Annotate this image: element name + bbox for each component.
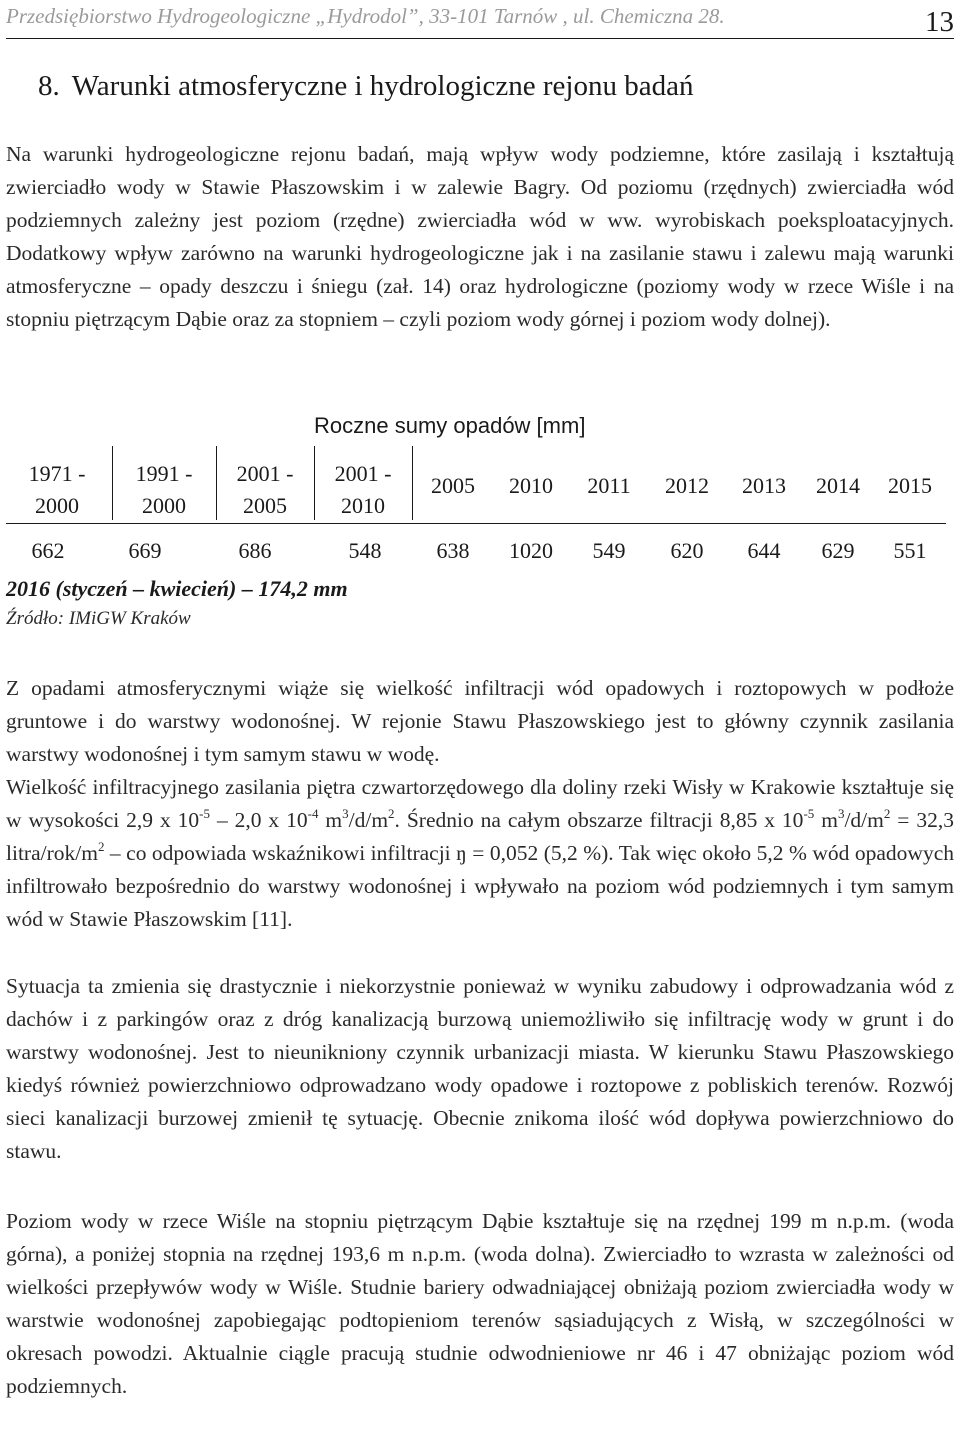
river-paragraph: Poziom wody w rzece Wiśle na stopniu piętrzącym Dąbie kształtuje się na rzędnej 199 m n.p.m. (woda górna), a poniżej stopnia na rzędnej 193,6 m n.p.m. (woda dolna). Zwierciadło to wzrasta w zależności od wielkości przepływów wody w Wiśle. Studnie bariery odwadniającej obniżają poziom zwierciadła wody w warstwie wodonośnej zapobiegając podtopieniom terenów sąsiadujących z Wisłą, w szczególności w okresach powodzi. Aktualnie ciągle pracują studnie odwodnieniowe nr 46 i 47 obniżając poziom wód podziemnych. <box>6 1209 954 1398</box>
column-header: 2010 <box>509 473 553 498</box>
table-cell: 644 <box>747 538 781 563</box>
text-run: /d/m <box>844 808 884 832</box>
column-header: 2001 - 2005 <box>236 461 294 518</box>
exponent: -5 <box>199 806 211 821</box>
table-cell: 551 <box>893 538 927 563</box>
text-run: Wielkość infiltracyjnego zasilania piętra czwartorzędowego dla doliny rzeki Wisły w Krakowie kształtuje się w wysokości 2,9 x 10 <box>6 775 954 832</box>
table-cell: 669 <box>128 538 162 563</box>
exponent: 2 <box>883 806 891 821</box>
column-divider <box>216 446 217 520</box>
header-divider <box>6 38 954 39</box>
section-heading <box>38 70 693 103</box>
data-source: Źródło: IMiGW Kraków <box>6 608 191 629</box>
table-cell: 1020 <box>509 538 553 563</box>
column-header: 2011 <box>587 473 631 498</box>
section-title: Warunki atmosferyczne i hydrologiczne rejonu badań <box>71 70 694 102</box>
infiltration-paragraph-3: Sytuacja ta zmienia się drastycznie i niekorzystnie ponieważ w wyniku zabudowy i odprowadzania wód z dachów i z parkingów oraz z dróg kanalizacją burzową uniemożliwiło się infiltrację wody w grunt i do warstwy wodonośnej. Jest to nieuniknionу czynnik urbanizacji miasta. W kierunku Stawu Płaszowskiego kiedyś również powierzchniowo odprowadzano wody opadowe i roztopowe z pobliskich terenów. Rozwój sieci kanalizacji burzowej zmienił tę sytuację. Obecnie znikoma ilość wód dopływa powierzchniowo do stawu. <box>6 974 954 1163</box>
rainfall-2016-note: 2016 (styczeń – kwiecień) – 174,2 mm <box>6 576 348 601</box>
text-run: = 32,3 litra/rok/m <box>6 808 954 865</box>
rainfall-table-title: Roczne sumy opadów [mm] <box>314 413 586 438</box>
column-header: 2005 <box>431 473 475 498</box>
table-cell: 620 <box>670 538 704 563</box>
column-header: 2012 <box>665 473 709 498</box>
table-cell: 686 <box>238 538 272 563</box>
table-divider <box>6 523 946 524</box>
text-run: /d/m <box>348 808 389 832</box>
infiltration-paragraph-1: Z opadami atmosferycznymi wiąże się wielkość infiltracji wód opadowych i roztopowych w podłoże gruntowe i do warstwy wodonośnej. W rejonie Stawu Płaszowskiego jest to główny czynnik zasilania warstwy wodonośnej i tym samym stawu w wodę. <box>6 676 954 766</box>
exponent: 2 <box>97 839 105 854</box>
table-cell: 548 <box>348 538 382 563</box>
text-run: – 2,0 x 10 <box>210 808 308 832</box>
exponent: 3 <box>837 806 845 821</box>
exponent: 2 <box>388 806 395 821</box>
column-header: 2014 <box>816 473 860 498</box>
exponent: 3 <box>342 806 349 821</box>
text-run: m <box>814 808 838 832</box>
text-run: – co odpowiada wskaźnikowi infiltracji ŋ = 0,052 (5,2 %). Tak więc około 5,2 % wód opadowych infiltrowało bezpośrednio do warstwy wodonośnej i wpływało na poziom wód podziemnych i tym samym wód w Stawie Płaszowskim [11]. <box>6 841 954 931</box>
column-divider <box>412 446 413 520</box>
text-run: m <box>318 808 343 832</box>
intro-paragraph: Na warunki hydrogeologiczne rejonu badań, mają wpływ wody podziemne, które zasilają i kształtują zwierciadło wody w Stawie Płaszowskim i w zalewie Bagry. Od poziomu (rzędnych) zwierciadła wód podziemnych zależny jest poziom (rzędne) zwierciadła wód w ww. wyrobiskach poeksploatacyjnych. Dodatkowy wpływ zarówno na warunki hydrogeologiczne jak i na zasilanie stawu i zalewu mają warunki atmosferyczne – opady deszczu i śniegu (zał. 14) oraz hydrologiczne (poziomy wody w rzece Wiśle i na stopniu piętrzącym Dąbie oraz za stopniem – czyli poziom wody górnej i poziom wody dolnej). <box>6 142 954 331</box>
page-number: 13 <box>925 6 954 38</box>
page-header <box>6 2 954 42</box>
table-cell: 638 <box>436 538 470 563</box>
text-run: . Średnio na całym obszarze filtracji 8,85 x 10 <box>394 808 804 832</box>
exponent: -5 <box>803 806 815 821</box>
table-cell: 662 <box>31 538 65 563</box>
company-header: Przedsiębiorstwo Hydrogeologiczne „Hydrodol”, 33-101 Tarnów , ul. Chemiczna 28. <box>6 4 725 28</box>
infiltration-paragraph-2 <box>6 771 954 936</box>
column-header: 2001 - 2010 <box>334 461 392 518</box>
column-header: 1971 - 2000 <box>28 461 86 518</box>
table-cell: 629 <box>821 538 855 563</box>
column-divider <box>112 446 113 520</box>
column-header: 2015 <box>888 473 932 498</box>
column-divider <box>314 446 315 520</box>
exponent: -4 <box>307 806 319 821</box>
table-cell: 549 <box>592 538 626 563</box>
column-header: 1991 - 2000 <box>135 461 193 518</box>
section-number: 8. <box>38 70 60 102</box>
column-header: 2013 <box>742 473 786 498</box>
